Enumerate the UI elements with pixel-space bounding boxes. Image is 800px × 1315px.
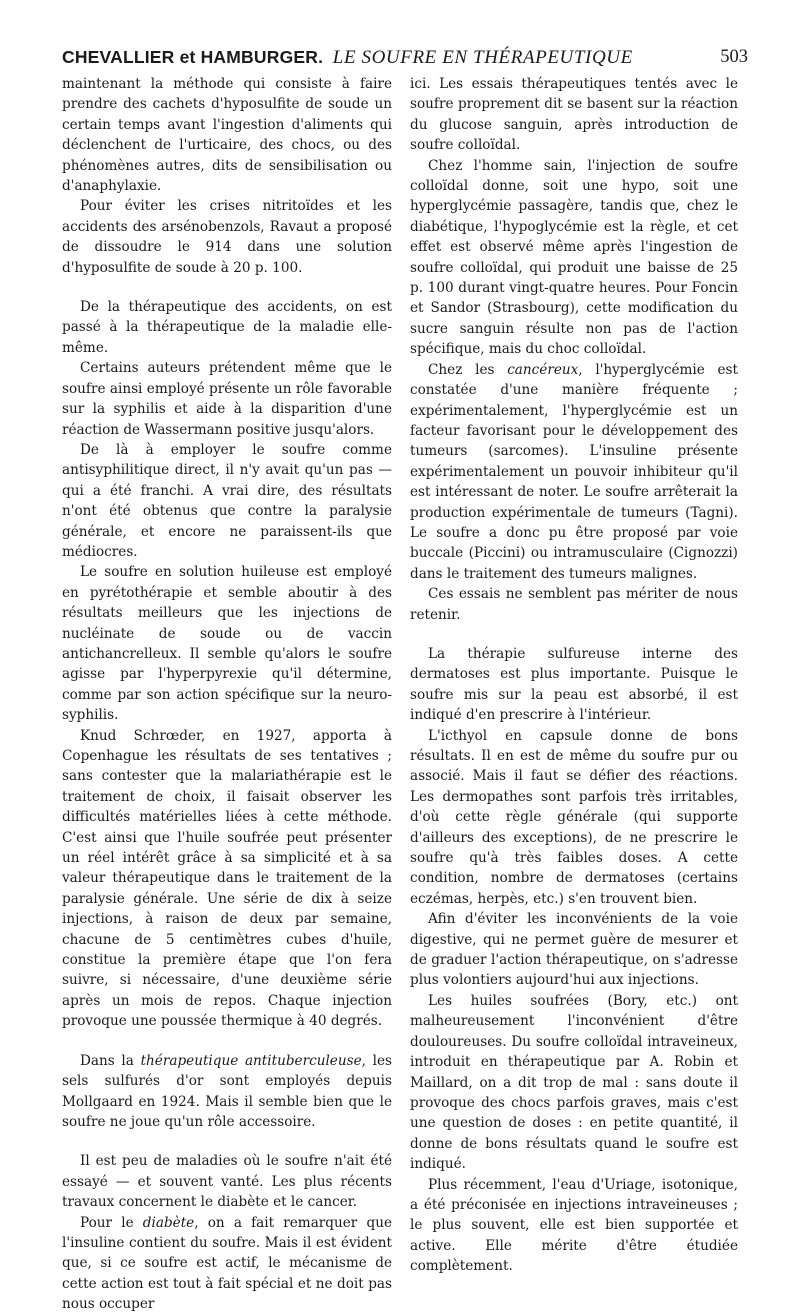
paragraph: Pour éviter les crises nitritoïdes et les accidents des arsénobenzols, Ravaut a proposé de dissoudre le 914 dans une solution d'hyposulfite de soude à 20 p. 100. bbox=[62, 198, 392, 276]
right-column bbox=[410, 74, 738, 1275]
italic-term: diabète bbox=[142, 1214, 195, 1231]
paragraph bbox=[62, 1213, 392, 1315]
paragraph: Le soufre en solution huileuse est employé en pyrétothérapie et semble aboutir à des résultats meilleurs que les injections de nucléinate de soude ou de vaccin antichancrelleux. Il semble qu'alors le soufre agisse par l'hyperpyrexie qu'il détermine, comme par son action spécifique sur la neuro-syphilis. bbox=[62, 564, 392, 724]
paragraph: maintenant la méthode qui consiste à faire prendre des cachets d'hyposulfite de soude un certain temps avant l'ingestion d'aliments qui déclenchent de l'urticaire, des chocs, ou des phénomènes autres, dits de sensibilisation ou d'anaphylaxie. bbox=[62, 76, 392, 195]
paragraph: De là à employer le soufre comme antisyphilitique direct, il n'y avait qu'un pas — qui a été franchi. A vrai dire, des résultats n'ont été obtenus que contre la paralysie générale, et encore ne paraissent-ils que médiocres. bbox=[62, 441, 392, 560]
paragraph: De la thérapeutique des accidents, on est passé à la thérapeutique de la maladie elle-même. bbox=[62, 299, 392, 356]
paragraph-text: , on a fait remarquer que l'insuline contient du soufre. Mais il est évident que, si ce soufre est actif, le mécanisme de cette action est tout à fait spécial et ne doit pas nous occuper bbox=[62, 1214, 392, 1313]
paragraph: Knud Schrœder, en 1927, apporta à Copenhague les résultats de ses tentatives ; sans contester que la malariathérapie est le traitement de choix, il faisait observer les difficultés matérielles liées à cette méthode. C'est ainsi que l'huile soufrée peut présenter un réel intérêt grâce à sa simplicité et à sa valeur thérapeutique dans le traitement de la paralysie générale. Une série de dix à seize injections, à raison de deux par semaine, chacune de 5 centimètres cubes d'huile, constitue la première étape que l'on fera suivre, si nécessaire, d'une deuxième série après un mois de repos. Chaque injection provoque une poussée thermique à 40 degrés. bbox=[62, 727, 392, 1030]
paragraph: ici. Les essais thérapeutiques tentés avec le soufre proprement dit se basent sur la réaction du glucose sanguin, après introduction de soufre colloïdal. bbox=[410, 76, 738, 154]
paragraph: Les huiles soufrées (Bory, etc.) ont malheureusement l'inconvénient d'être douloureuses. Du soufre colloïdal intraveineux, introduit en thérapeutique par A. Robin et Maillard, on a dit trop de mal : sans doute il provoque des chocs parfois graves, mais c'est une question de doses : en petite quantité, il donne de bons résultats quand le soufre est indiqué. bbox=[410, 992, 738, 1173]
paragraph-text: , l'hyperglycémie est constatée d'une manière fréquente ; expérimentalement, l'hyperglycémie est un facteur favorisant pour le développement des tumeurs (sarcomes). L'insuline présente expérimentalement un pouvoir inhibiteur qu'il est intéressant de noter. Le soufre arrêterait la production expérimentale de tumeurs (Tagni). Le soufre a donc pu être proposé par voie buccale (Piccini) ou intramusculaire (Cignozzi) dans le traitement des tumeurs malignes. bbox=[410, 361, 738, 582]
paragraph: Plus récemment, l'eau d'Uriage, isotonique, a été préconisée en injections intraveineuses ; le plus souvent, elle est bien supportée et active. Elle mérite d'être étudiée complètement. bbox=[410, 1176, 738, 1275]
paragraph: La thérapie sulfureuse interne des dermatoses est plus importante. Puisque le soufre mis sur la peau est absorbé, il est indiqué d'en prescrire à l'intérieur. bbox=[410, 645, 738, 724]
paragraph-text: Pour le bbox=[80, 1214, 143, 1231]
italic-term: thérapeutique antituberculeuse bbox=[140, 1052, 362, 1069]
paragraph bbox=[410, 360, 738, 584]
header-title: LE SOUFRE EN THÉRAPEUTIQUE bbox=[332, 47, 633, 68]
paragraph-text: Dans la bbox=[80, 1052, 141, 1069]
paragraph: Chez l'homme sain, l'injection de soufre colloïdal donne, soit une hypo, soit une hyperglycémie passagère, tandis que, chez le diabétique, l'hypoglycémie est la règle, et cet effet est observé même après l'ingestion de soufre colloïdal, qui produit une baisse de 25 p. 100 durant vingt-quatre heures. Pour Foncin et Sandor (Strasbourg), cette modification du sucre sanguin résulte non pas de l'action spécifique, mais du choc colloïdal. bbox=[410, 157, 738, 358]
italic-term: cancéreux bbox=[507, 361, 579, 378]
page-number: 503 bbox=[720, 47, 748, 67]
running-header bbox=[62, 44, 748, 70]
paragraph: Ces essais ne semblent pas mériter de nous retenir. bbox=[410, 586, 738, 623]
paragraph: L'icthyol en capsule donne de bons résultats. Il en est de même du soufre pur ou associé. Mais il faut se défier des réactions. Les dermopathes sont parfois très irritables, d'où cette règle générale (qui supporte d'ailleurs des exceptions), de ne prescrire le soufre qu'à très faibles doses. A cette condition, nombre de dermatoses (certains eczémas, herpès, etc.) s'en trouvent bien. bbox=[410, 727, 738, 907]
paragraph-text: , les sels sulfurés d'or sont employés depuis Mollgaard en 1924. Mais il semble bien que le soufre ne joue qu'un rôle accessoire. bbox=[62, 1052, 393, 1130]
paragraph: Afin d'éviter les inconvénients de la voie digestive, qui ne permet guère de mesurer et de graduer l'action thérapeutique, on s'adresse plus volontiers aujourd'hui aux injections. bbox=[410, 911, 738, 989]
paragraph: Il est peu de maladies où le soufre n'ait été essayé — et souvent vanté. Les plus récents travaux concernent le diabète et le cancer. bbox=[62, 1153, 392, 1211]
left-column bbox=[62, 74, 393, 1313]
paragraph-text: Chez les bbox=[428, 361, 508, 378]
header-authors: CHEVALLIER et HAMBURGER. bbox=[62, 47, 324, 67]
paragraph: Certains auteurs prétendent même que le soufre ainsi employé présente un rôle favorable sur la syphilis et aide à la disparition d'une réaction de Wassermann positive jusqu'alors. bbox=[62, 360, 392, 438]
paragraph bbox=[62, 1051, 392, 1133]
